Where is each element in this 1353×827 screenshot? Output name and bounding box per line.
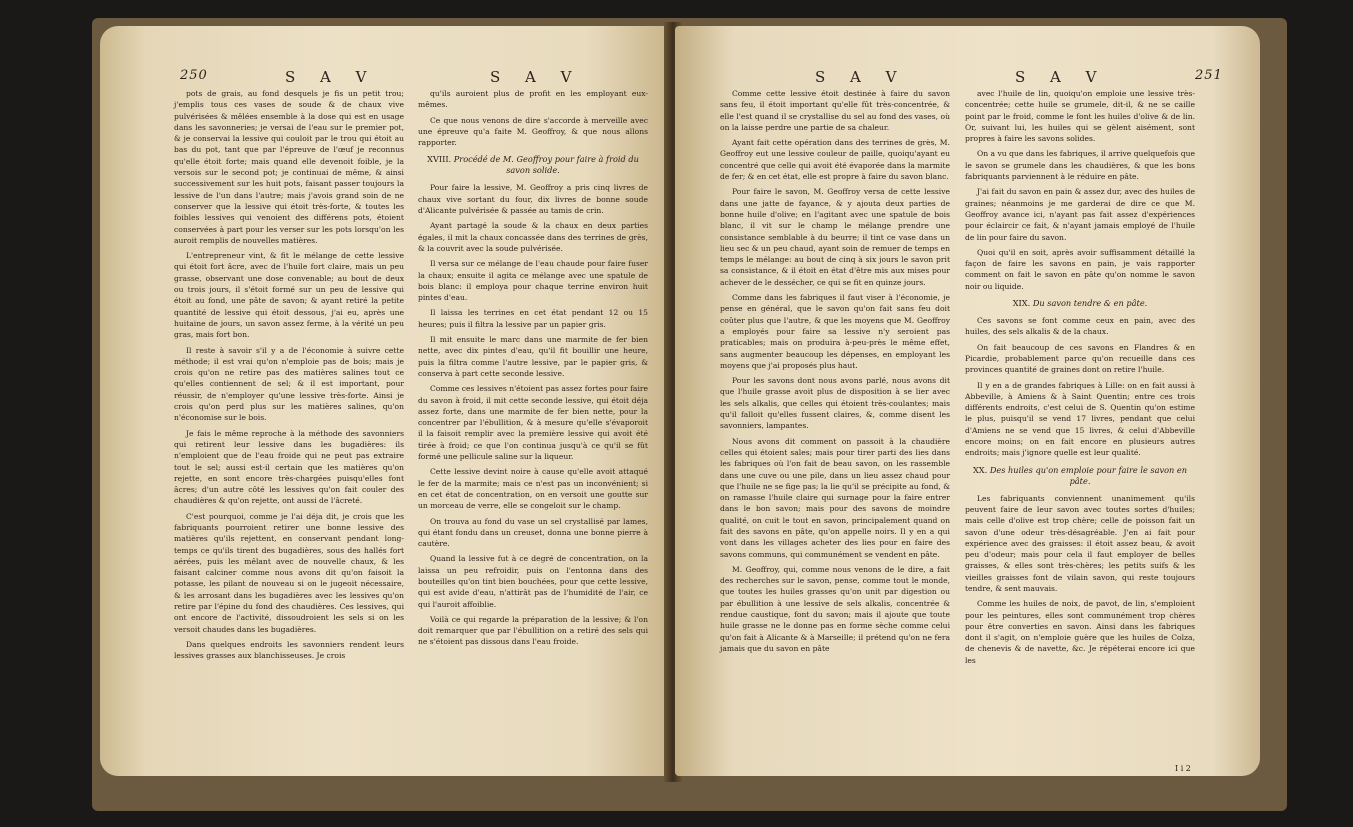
paragraph: M. Geoffroy, qui, comme nous venons de le dire, a fait des recherches sur le savon, pense, comme tout le monde, que toutes les huiles grasses qu'on unit par digestion ou par ébullition à une lessive de sels alkalis, concentrée & rendue caustique, font du savon; mais il ajoute que toute huile grasse ne le donne pas en forme sèche comme celui qu'on fait à Alicante & à Marseille; il prétend qu'on ne fera jamais que du savon en pâte	[720, 564, 950, 653]
left-running-head	[100, 68, 672, 90]
paragraph: Il versa sur ce mélange de l'eau chaude pour faire fuser la chaux; ensuite il agita ce mélange avec une spatule de bois blanc: il employa pour chaque terrine environ huit pintes d'eau.	[418, 259, 648, 303]
paragraph: Dans quelques endroits les savonniers rendent leurs lessives grasses aux blanchisseuses. Je crois	[174, 639, 404, 661]
left-running-title-2: S A V	[490, 68, 582, 86]
paragraph: Il reste à savoir s'il y a de l'économie à suivre cette méthode; il est vrai qu'on n'emploie pas de bois; mais je crois qu'on ne retire pas des matières salines tout ce qu'elles contiennent de sel; & il est important, pour réussir, de n'employer qu'une lessive très-forte. Ainsi je crois qu'on perd plus sur les matières salines, qu'on n'économise sur le bois.	[174, 345, 404, 423]
right-running-title: S A V	[815, 68, 907, 86]
right-running-head	[675, 68, 1260, 90]
paragraph: Comme ces lessives n'étoient pas assez fortes pour faire du savon à froid, il mit cette seconde lessive, qui étoit déja assez forte, dans une marmite de fer bien nette, pour la concentrer par l'ébullition, & à mesure qu'elle s'évaporoit il la faisoit remplir avec la première lessive qui avoit été tirée à froid; ce que l'on continua jusqu'à ce qu'il se fût formé une pellicule saline sur la liqueur.	[418, 384, 648, 462]
right-folio: 251	[1195, 68, 1223, 83]
paragraph: Pour faire le savon, M. Geoffroy versa de cette lessive dans une jatte de fayance, & y ajouta deux parties de bonne huile d'olive; en l'agitant avec une spatule de bois blanc, il vit sur le champ le mélange prendre une consistance semblable à du beurre; il tint ce vase dans un lieu sec & un peu chaud, ayant soin de remuer de temps en temps le mélange: au bout de cinq à six jours le savon prit sa consistance, & il étoit en état d'être mis aux mises pour achever de le dessécher, ce qui se fit en quinze jours.	[720, 187, 950, 287]
paragraph: Comme dans les fabriques il faut viser à l'économie, je pense en général, que le savon qu'on fait sans feu doit coûter plus que l'autre, & que les moyens que M. Geoffroy a employés pour faire sa lessive n'y seroient pas praticables; mais on produira à-peu-près le même effet, sans augmenter beaucoup les dépenses, en employant les moyens que j'ai proposés plus haut.	[720, 293, 950, 370]
paragraph: C'est pourquoi, comme je l'ai déja dit, je crois que les fabriquants pourroient retirer une bonne lessive des matières qu'ils rejettent, en conservant pendant long-temps ce qu'ils tirent des bugadières, sous des hallés fort aérées, puis les mêlant avec de nouvelle chaux, & les faisant calciner comme nous avons dit qu'on faisoit la potasse, les pilant de nouveau si on le jugeoit nécessaire, & les arrosant dans les bugadières avec les lessives qu'on retire par l'épine du fond des chaudières. Ces lessives, qui ont encore de l'activité, dissoudroient les sels si on les versoit chaudes dans les bugadières.	[174, 511, 404, 634]
paragraph: Quoi qu'il en soit, après avoir suffisamment détaillé la façon de faire les savons en pain, je vais rapporter comment on fait le savon en pâte qu'on nomme le savon noir ou liquide.	[965, 247, 1195, 291]
right-column-1	[720, 88, 950, 658]
section-heading-xviii: XVIII. Procédé de M. Geoffroy pour faire à froid du savon solide.	[427, 154, 639, 176]
right-running-title-2: S A V	[1015, 68, 1107, 86]
signature-mark: I i 2	[1175, 764, 1191, 773]
paragraph: Il y en a de grandes fabriques à Lille: on en fait aussi à Abbeville, à Amiens & à Saint Quentin; entre ces trois différents endroits, c'est celui de S. Quentin qu'on estime le plus, puisqu'il se vend 17 livres, pendant que celui d'Amiens ne se vend que 15 livres, & celui d'Abbeville encore moins; on en fait encore en plusieurs autres endroits; mais j'ignore quelle est leur qualité.	[965, 380, 1195, 458]
left-page	[100, 26, 672, 776]
section-heading-xix: XIX. Du savon tendre & en pâte.	[1012, 298, 1148, 309]
left-folio: 250	[180, 68, 208, 83]
paragraph: L'entrepreneur vint, & fit le mélange de cette lessive qui étoit fort âcre, avec de l'huile fort claire, mais un peu grasse, observant une dose convenable; au bout de deux ou trois jours, il s'étoit formé sur un peu de lessive qui étoit au fond, une pâte de savon; & ayant retiré la petite quantité de lessive qui étoit dessous, j'ai eu, après une huitaine de jours, un savon assez ferme, à la vérité un peu gras, mais fort bon.	[174, 251, 404, 340]
paragraph: Pour les savons dont nous avons parlé, nous avons dit que l'huile grasse avoit plus de disposition à se lier avec les sels alkalis, que celles qui étoient très-coulantes; mais qu'il falloit qu'elles fussent claires, &, comme disent les savonniers, lampantes.	[720, 376, 950, 431]
paragraph: On trouva au fond du vase un sel crystallisé par lames, qui étant fondu dans un creuset, donna une bonne pierre à cautère.	[418, 516, 648, 549]
paragraph: qu'ils auroient plus de profit en les employant eux-mêmes.	[418, 89, 648, 110]
right-page	[675, 26, 1260, 776]
paragraph: Nous avons dit comment on passoit à la chaudière celles qui étoient sales; mais pour tirer parti des lies dans les fabriques où l'on fait de beau savon, on les rassemble dans une cuve ou une pile, dans un lieu assez chaud pour que l'huile ne se fige pas; la lie qu'il se précipite au fond, & on ramasse l'huile claire qui surnage pour la faire entrer dans le bon savon; mais pour des savons de moindre qualité, on cuit le tout en savon, principalement quand on fait des savons en pâte, qu'on appelle noirs. Il y en a qui vont dans les villages acheter des lies pour en faire des savons communs, qui communément se vendent en pâte.	[720, 436, 950, 559]
left-column-2	[418, 88, 648, 652]
paragraph: Il laissa les terrines en cet état pendant 12 ou 15 heures; puis il filtra la lessive par un papier gris.	[418, 308, 648, 329]
paragraph: On a vu que dans les fabriques, il arrive quelquefois que le savon se grumele dans les chaudières, & que les bons fabriquants parviennent à le réduire en pâte.	[965, 149, 1195, 182]
paragraph: On fait beaucoup de ces savons en Flandres & en Picardie, probablement parce qu'on recueille dans ces provinces quantité de graines dont on retire l'huile.	[965, 342, 1195, 375]
paragraph: avec l'huile de lin, quoiqu'on emploie une lessive très-concentrée; cette huile se grumele, dit-il, & ne se caille point par le froid, comme le font les huiles d'olive & de lin. Or, suivant lui, les huiles qui se gèlent aisément, sont propres à faire les savons solides.	[965, 89, 1195, 144]
paragraph: Je fais le même reproche à la méthode des savonniers qui retirent leur lessive dans les bugadières: ils n'emploient que de l'eau froide qui ne peut pas extraire tout le sel; aussi est-il certain que les matières qu'on rejette, en sont encore très-chargées puisqu'elles font âcres; d'un autre côté les lessives qu'on fait couler des chaudières & qu'on rejette, ont aussi de l'âcreté.	[174, 428, 404, 506]
paragraph: Comme les huiles de noix, de pavot, de lin, s'emploient pour les peintures, elles sont communément trop chères pour être converties en savon. Ainsi dans les fabriques dont il s'agit, on n'emploie guère que les huiles de Colza, de chenevis & de navette, &c. Je répéterai encore ici que les	[965, 599, 1195, 665]
paragraph: Voilà ce qui regarde la préparation de la lessive; & l'on doit remarquer que par l'ébullition on a retiré des sels qui ne s'étoient pas dissous dans l'eau froide.	[418, 614, 648, 647]
right-column-2	[965, 88, 1195, 670]
paragraph: Quand la lessive fut à ce degré de concentration, on la laissa un peu refroidir, puis on l'entonna dans des bouteilles qu'on tint bien bouchées, pour que cette lessive, qui est avide d'eau, n'attirât pas de l'humidité de l'air, ce qui l'auroit affoiblie.	[418, 554, 648, 609]
paragraph: Cette lessive devint noire à cause qu'elle avoit attaqué le fer de la marmite; mais ce n'est pas un inconvénient; si en cet état de concentration, on en versoit une goutte sur un morceau de verre, elle se congeloit sur le champ.	[418, 467, 648, 511]
left-running-title: S A V	[285, 68, 377, 86]
paragraph: Il mit ensuite le marc dans une marmite de fer bien nette, avec dix pintes d'eau, qu'il fit bouillir une heure, puis la filtra comme l'autre lessive, par le papier gris, & conserva à part cette seconde lessive.	[418, 335, 648, 378]
paragraph: J'ai fait du savon en pain & assez dur, avec des huiles de graines; néanmoins je me garderai de dire ce que M. Geoffroy avance ici, n'ayant pas fait assez d'expériences pour éclaircir ce fait, & n'ayant jamais employé de l'huile de lin pour faire du savon.	[965, 187, 1195, 242]
paragraph: Les fabriquants conviennent unanimement qu'ils peuvent faire de leur savon avec toutes sortes d'huiles; mais celle d'olive est trop chère; celle de poisson fait un savon d'une odeur très-désagréable. J'en ai fait pour expérience avec des graisses: il étoit assez beau, & avoit peu d'odeur; mais pour cela il faut employer de belles graisses, & elles sont très-chères; les petits suifs & les vieilles graisses font de vilain savon, qui reste toujours tendre, & sent mauvais.	[965, 493, 1195, 593]
paragraph: Ce que nous venons de dire s'accorde à merveille avec une épreuve qu'a faite M. Geoffroy, & que nous allons rapporter.	[418, 115, 648, 148]
section-heading-xx: XX. Des huiles qu'on emploie pour faire le savon en pâte.	[972, 464, 1188, 486]
paragraph: Ayant partagé la soude & la chaux en deux parties égales, il mit la chaux concassée dans des terrines de grès, & la couvrit avec la soude pulvérisée.	[418, 221, 648, 253]
paragraph: Pour faire la lessive, M. Geoffroy a pris cinq livres de chaux vive sortant du four, dix livres de bonne soude d'Alicante pulvérisée & passée au tamis de crin.	[418, 183, 648, 216]
paragraph: Ayant fait cette opération dans des terrines de grès, M. Geoffroy eut une lessive couleur de paille, quoiqu'ayant eu concentré que celle qui avoit été évaporée dans la marmite de fer; & en cet état, elle est propre à faire du savon blanc.	[720, 138, 950, 182]
left-column-1	[174, 88, 404, 666]
paragraph: pots de grais, au fond desquels je fis un petit trou; j'emplis tous ces vases de soude & de chaux vive pulvérisées & mêlées ensemble à la dose qui est en usage dans les savonneries; je versai de l'eau sur le premier pot, & je conservai la lessive qui couloit par le trou qui étoit au bas du pot, tant que par l'épreuve de l'œuf je reconnus qu'elle étoit forte; mais quand elle devenoit foible, je la versois sur le second pot; je continuai de même, & ainsi successivement sur les huit pots, faisant passer toujours la lessive de l'un dans l'autre; mais j'avois grand soin de ne conserver que la lessive qui étoit très-forte, & toutes les foibles lessives qui venoient des différens pots, étoient conservées à part pour les verser sur les pots lorsqu'on les auroit remplis de nouvelles matières.	[174, 89, 404, 245]
paragraph: Comme cette lessive étoit destinée à faire du savon sans feu, il étoit important qu'elle fût très-concentrée, & elle l'est quand il se crystallise du sel au fond des vases, où on la laisse perdre une partie de sa chaleur.	[720, 89, 950, 132]
paragraph: Ces savons se font comme ceux en pain, avec des huiles, des sels alkalis & de la chaux.	[965, 316, 1195, 337]
